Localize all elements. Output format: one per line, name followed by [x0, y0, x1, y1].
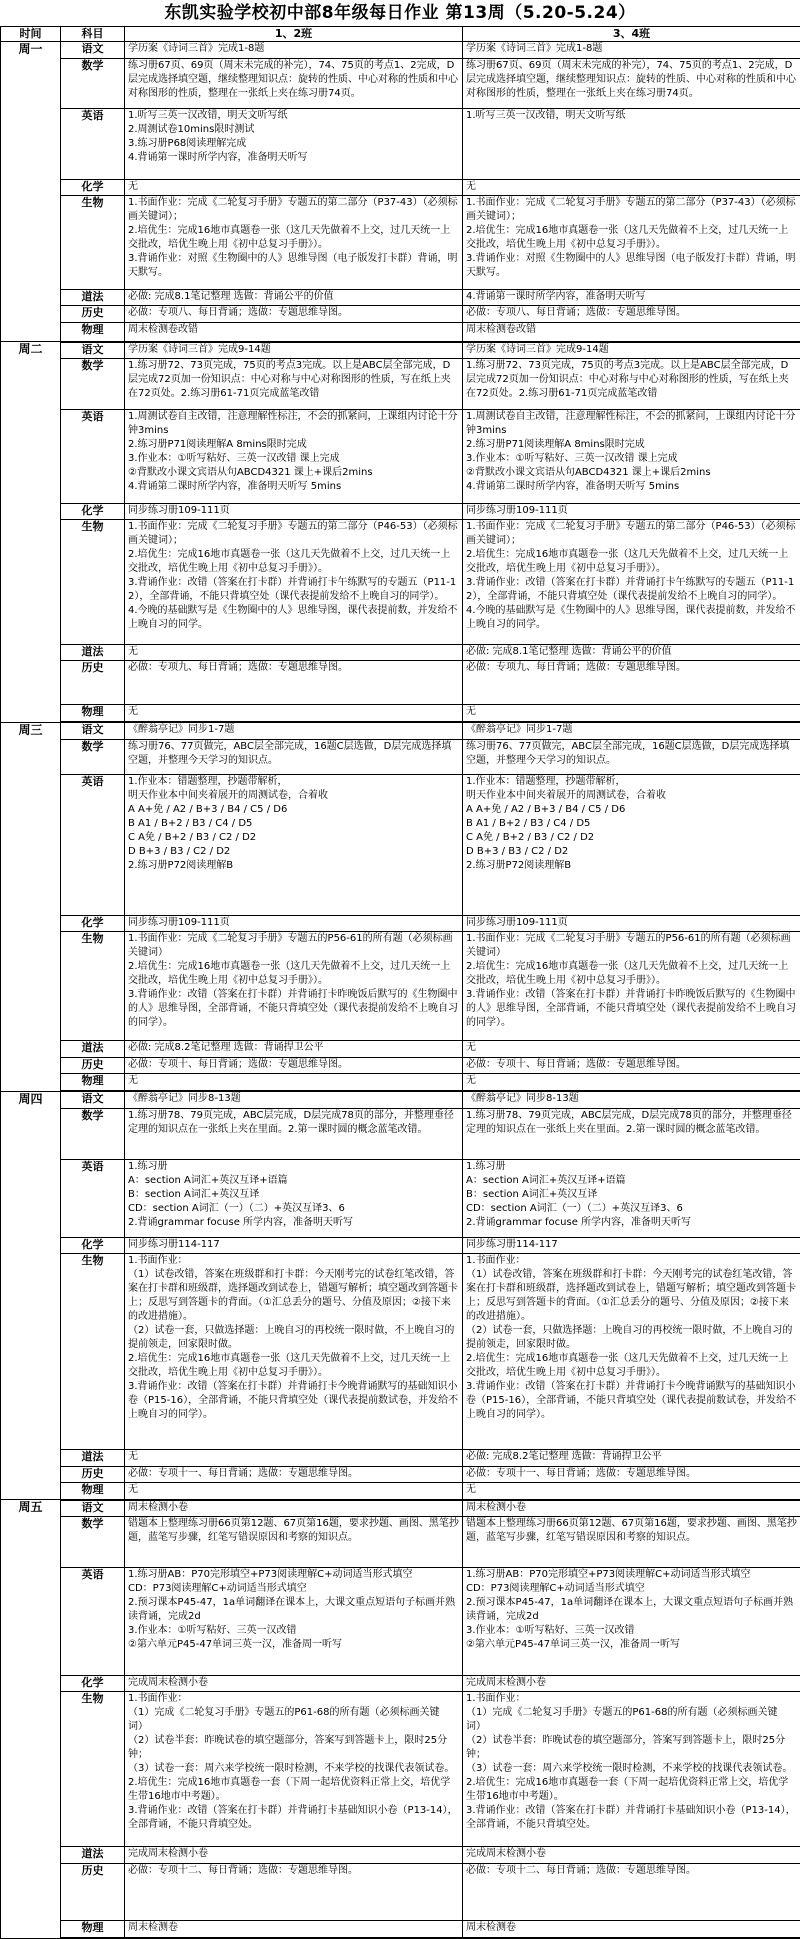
class-b-homework: 学历案《诗词三首》完成9-14题: [463, 342, 800, 359]
subject-label: 道法: [61, 1450, 125, 1467]
class-b-homework: 同步练习册109-111页: [463, 503, 800, 520]
class-a-homework: 1.周测试卷自主改错，注意理解性标注，不会的抓紧问，上课组内讨论十分钟3mins 2.练习册P71阅读理解A 8mins限时完成 3.作业本：①听写粘好、三英一汉改错 课上完成 ②背默改小课文宾语从句ABCD4321 课上+课后2mins 4.背诵第二课时所学内容，准备明天听写 5mins: [125, 410, 463, 504]
class-a-homework: 完成周末检测小卷: [125, 1847, 463, 1864]
class-a-homework: 1.练习册72、73页完成，75页的考点3完成。以上是ABC层全部完成，D层完成72页加一份知识点：中心对称与中心对称图形的性质，写在纸上夹在72页处。2.练习册61-71页完成蓝笔改错: [125, 359, 463, 410]
schedule-row: [1, 705, 800, 723]
class-a-homework: 周末检测小卷: [125, 1500, 463, 1517]
schedule-row: [1, 1675, 800, 1692]
schedule-row: [1, 289, 800, 306]
schedule-row: [1, 359, 800, 410]
subject-label: 化学: [61, 503, 125, 520]
class-b-homework: 1.书面作业： （1）试卷改错，答案在班级群和打卡群：今天刚考完的试卷红笔改错，答案在打卡群和班级群，选择题改到试卷上，错题写解析；填空题改到答题卡上；反思写到答题卡的背面。（①汇总丢分的题号、分值及原因；②接下来的改进措施）。 （2）试卷一套，只做选择题：上晚自习的再校统一限时做，不上晚自习的提前领走，回家限时做。 2.培优生：完成16地市真题卷一张（这几天先做着不上交，过几天统一上交批改，培优生晚上用《初中总复习手册》）。 3.背诵作业：改错（答案在打卡群）并背诵打卡今晚背诵默写的基础知识小卷（P15-16），全部背诵，不能只背填空处（课代表提前数试卷，并发给不上晚自习的同学）。: [463, 1254, 800, 1450]
schedule-row: [1, 503, 800, 520]
class-a-homework: 必做：专项十一、每日背诵；选做：专题思维导图。: [125, 1466, 463, 1483]
subject-label: 数学: [61, 359, 125, 410]
subject-label: 生物: [61, 932, 125, 1041]
class-a-homework: 周末检测卷: [125, 1921, 463, 1938]
class-a-homework: 1.书面作业： （1）试卷改错，答案在班级群和打卡群：今天刚考完的试卷红笔改错，答案在打卡群和班级群，选择题改到试卷上，错题写解析；填空题改到答题卡上；反思写到答题卡的背面。（①汇总丢分的题号、分值及原因；②接下来的改进措施）。 （2）试卷一套，只做选择题：上晚自习的再校统一限时做，不上晚自习的提前领走，回家限时做。 2.培优生：完成16地市真题卷一张（这几天先做着不上交，过几天统一上交批改，培优生晚上用《初中总复习手册》）。 3.背诵作业：改错（答案在打卡群）并背诵打卡今晚背诵默写的基础知识小卷（P15-16），全部背诵，不能只背填空处（课代表提前数试卷，并发给不上晚自习的同学）。: [125, 1254, 463, 1450]
subject-label: 生物: [61, 1692, 125, 1847]
class-b-homework: 必做: 完成8.1笔记整理 选做：背诵公平的价值: [463, 644, 800, 661]
schedule-row: [1, 739, 800, 774]
subject-label: 语文: [61, 1500, 125, 1517]
schedule-row: [1, 1921, 800, 1938]
schedule-row: [1, 1057, 800, 1074]
subject-label: 语文: [61, 722, 125, 739]
class-b-homework: 1.书面作业： （1）完成《二轮复习手册》专题五的P61-68的所有题（必须标画关键词） （2）试卷半套：昨晚试卷的填空题部分，答案写到答题卡上，限时25分钟； （3）试卷一套：周六来学校统一限时检测，不来学校的找课代表领试卷。 2.培优生：完成16地市真题卷一套（下周一起培优资料正常上交，培优学生带16地市中考题）。 3.背诵作业：改错（答案在打卡群）并背诵打卡基础知识小卷（P13-14），全部背诵，不能只背填空处。: [463, 1692, 800, 1847]
schedule-row: [1, 410, 800, 504]
class-b-homework: 错题本上整理练习册66页第12题、67页第16题，要求抄题、画图、黑笔抄题，蓝笔写步骤，红笔写错误原因和考察的知识点。: [463, 1517, 800, 1568]
class-b-homework: 完成周末检测小卷: [463, 1847, 800, 1864]
class-b-homework: 1.书面作业：完成《二轮复习手册》专题五的第二部分（P46-53）（必须标画关键词）； 2.培优生：完成16地市真题卷一张（这几天先做着不上交，过几天统一上交批改，培优生晚上用《初中总复习手册》）。 3.背诵作业：改错（答案在打卡群）并背诵打卡午练默写的专题五（P11-12），全部背诵，不能只背填空处（课代表提前发给不上晚自习的同学）。 4.今晚的基础默写是《生物圈中的人》思维导图，课代表提前数，并发给不上晚自习的同学。: [463, 520, 800, 644]
schedule-row: [1, 1500, 800, 1517]
header-subject: 科目: [61, 27, 125, 42]
class-a-homework: 1.书面作业：完成《二轮复习手册》专题五的第二部分（P37-43）（必须标画关键词）； 2.培优生：完成16地市真题卷一张（这几天先做着不上交，过几天统一上交批改，培优生晚上用《初中总复习手册》）。 3.背诵作业：对照《生物圈中的人》思维导图（电子版发打卡群）背诵，明天默写。: [125, 196, 463, 290]
schedule-row: [1, 1041, 800, 1058]
class-a-homework: 练习册76、77页做完，ABC层全部完成，16题C层选做，D层完成选择填空题，并整理今天学习的知识点。: [125, 739, 463, 774]
schedule-row: [1, 932, 800, 1041]
homework-table: [0, 26, 800, 1939]
class-a-homework: 1.书面作业： （1）完成《二轮复习手册》专题五的P61-68的所有题（必须标画关键词） （2）试卷半套：昨晚试卷的填空题部分，答案写到答题卡上，限时25分钟； （3）试卷一套：周六来学校统一限时检测，不来学校的找课代表领试卷。 2.培优生：完成16地市真题卷一套（下周一起培优资料正常上交，培优学生带16地市中考题）。 3.背诵作业：改错（答案在打卡群）并背诵打卡基础知识小卷（P13-14），全部背诵，不能只背填空处。: [125, 1692, 463, 1847]
class-a-homework: 错题本上整理练习册66页第12题、67页第16题，要求抄题、画图、黑笔抄题，蓝笔写步骤，红笔写错误原因和考察的知识点。: [125, 1517, 463, 1568]
subject-label: 道法: [61, 289, 125, 306]
class-b-homework: 无: [463, 1483, 800, 1500]
subject-label: 语文: [61, 1091, 125, 1108]
subject-label: 物理: [61, 1483, 125, 1500]
schedule-row: [1, 644, 800, 661]
class-b-homework: 1.听写三英一汉改错，明天文听写纸: [463, 109, 800, 179]
schedule-row: [1, 1863, 800, 1920]
class-b-homework: 无: [463, 1074, 800, 1092]
schedule-row: [1, 1517, 800, 1568]
schedule-row: [1, 774, 800, 915]
subject-label: 历史: [61, 1863, 125, 1920]
subject-label: 英语: [61, 109, 125, 179]
subject-label: 生物: [61, 1254, 125, 1450]
schedule-row: [1, 661, 800, 705]
header-class-a: 1、2班: [125, 27, 463, 42]
schedule-row: [1, 1466, 800, 1483]
class-a-homework: 同步练习册109-111页: [125, 503, 463, 520]
class-a-homework: 必做：专项九、每日背诵；选做：专题思维导图。: [125, 661, 463, 705]
class-a-homework: 《醉翁亭记》同步1-7题: [125, 722, 463, 739]
class-b-homework: 无: [463, 705, 800, 723]
class-b-homework: 学历案《诗词三首》完成1-8题: [463, 42, 800, 59]
subject-label: 语文: [61, 342, 125, 359]
schedule-row: [1, 1692, 800, 1847]
class-a-homework: 《醉翁亭记》同步8-13题: [125, 1091, 463, 1108]
class-b-homework: 周末检测卷改错: [463, 322, 800, 342]
subject-label: 化学: [61, 1675, 125, 1692]
schedule-row: [1, 1108, 800, 1159]
header-time: 时间: [1, 27, 61, 42]
class-b-homework: 1.练习册72、73页完成，75页的考点3完成。以上是ABC层全部完成，D层完成72页加一份知识点：中心对称与中心对称图形的性质，写在纸上夹在72页处。2.练习册61-71页完成蓝笔改错: [463, 359, 800, 410]
subject-label: 历史: [61, 306, 125, 323]
class-b-homework: 必做：专项十二、每日背诵；选做：专题思维导图。: [463, 1863, 800, 1920]
header-row: [1, 27, 800, 42]
page-title: 东凯实验学校初中部8年级每日作业 第13周（5.20-5.24）: [164, 3, 636, 23]
subject-label: 英语: [61, 1567, 125, 1675]
day-label: 周二: [1, 342, 61, 722]
schedule-row: [1, 1847, 800, 1864]
class-b-homework: 必做：专项十一、每日背诵；选做：专题思维导图。: [463, 1466, 800, 1483]
class-a-homework: 1.书面作业：完成《二轮复习手册》专题五的P56-61的所有题（必须标画关键词） 2.培优生：完成16地市真题卷一张（这几天先做着不上交，过几天统一上交批改，培优生晚上用《初中总复习手册》）。 3.背诵作业：改错（答案在打卡群）并背诵打卡昨晚饭后默写的《生物圈中的人》思维导图，全部背诵，不能只背填空处（课代表提前发给不上晚自习的同学）。: [125, 932, 463, 1041]
class-a-homework: 周末检测卷改错: [125, 322, 463, 342]
schedule-row: [1, 1237, 800, 1254]
subject-label: 数学: [61, 58, 125, 109]
class-a-homework: 同步练习册114-117: [125, 1237, 463, 1254]
class-b-homework: 周末检测卷: [463, 1921, 800, 1938]
class-b-homework: 1.练习册78、79页完成，ABC层完成，D层完成78页的部分，并整理垂径定理的知识点在一张纸上夹在里面。2.第一课时圆的概念蓝笔改错。: [463, 1108, 800, 1159]
class-a-homework: 无: [125, 644, 463, 661]
day-label: 周四: [1, 1091, 61, 1499]
class-b-homework: 1.书面作业：完成《二轮复习手册》专题五的第二部分（P37-43）（必须标画关键词）； 2.培优生：完成16地市真题卷一张（这几天先做着不上交，过几天统一上交批改，培优生晚上用《初中总复习手册》）。 3.背诵作业：对照《生物圈中的人》思维导图（电子版发打卡群）背诵，明天默写。: [463, 196, 800, 290]
class-a-homework: 1.练习册78、79页完成，ABC层完成，D层完成78页的部分，并整理垂径定理的知识点在一张纸上夹在里面。2.第一课时圆的概念蓝笔改错。: [125, 1108, 463, 1159]
day-label: 周一: [1, 42, 61, 342]
schedule-row: [1, 58, 800, 109]
schedule-row: [1, 1091, 800, 1108]
schedule-row: [1, 342, 800, 359]
schedule-row: [1, 109, 800, 179]
schedule-row: [1, 1483, 800, 1500]
class-b-homework: 必做：专项九、每日背诵；选做：专题思维导图。: [463, 661, 800, 705]
schedule-row: [1, 1450, 800, 1467]
schedule-row: [1, 722, 800, 739]
class-a-homework: 1.练习册AB：P70完形填空+P73阅读理解C+动词适当形式填空 CD：P73阅读理解C+动词适当形式填空 2.预习课本P45-47，1a单词翻译在课本上，大课文重点短语句子标画并熟读背诵，完成2d 3.作业本：①听写粘好、三英一汉改错 ②第六单元P45-47单词三英一汉，准备周一听写: [125, 1567, 463, 1675]
schedule-row: [1, 196, 800, 290]
class-a-homework: 无: [125, 1483, 463, 1500]
subject-label: 英语: [61, 410, 125, 504]
class-a-homework: 1.书面作业：完成《二轮复习手册》专题五的第二部分（P46-53）（必须标画关键词）； 2.培优生：完成16地市真题卷一张（这几天先做着不上交，过几天统一上交批改，培优生晚上用《初中总复习手册》）。 3.背诵作业：改错（答案在打卡群）并背诵打卡午练默写的专题五（P11-12），全部背诵，不能只背填空处（课代表提前发给不上晚自习的同学）。 4.今晚的基础默写是《生物圈中的人》思维导图，课代表提前数，并发给不上晚自习的同学。: [125, 520, 463, 644]
class-b-homework: 《醉翁亭记》同步1-7题: [463, 722, 800, 739]
subject-label: 道法: [61, 644, 125, 661]
class-b-homework: 《醉翁亭记》同步8-13题: [463, 1091, 800, 1108]
class-b-homework: 必做：专项十、每日背诵；选做：专题思维导图。: [463, 1057, 800, 1074]
class-b-homework: 完成周末检测小卷: [463, 1675, 800, 1692]
subject-label: 化学: [61, 1237, 125, 1254]
schedule-row: [1, 306, 800, 323]
class-b-homework: 4.背诵第一课时所学内容，准备明天听写: [463, 289, 800, 306]
class-b-homework: 同步练习册114-117: [463, 1237, 800, 1254]
class-b-homework: 1.周测试卷自主改错，注意理解性标注，不会的抓紧问，上课组内讨论十分钟3mins 2.练习册P71阅读理解A 8mins限时完成 3.作业本：①听写粘好、三英一汉改错 课上完成 ②背默改小课文宾语从句ABCD4321 课上+课后2mins 4.背诵第二课时所学内容，准备明天听写 5mins: [463, 410, 800, 504]
class-a-homework: 必做：专项十二、每日背诵；选做：专题思维导图。: [125, 1863, 463, 1920]
class-a-homework: 1.作业本：错题整理，抄题带解析， 明天作业本中间夹着展开的周测试卷，合着收 A A+免 / A2 / B+3 / B4 / C5 / D6 B A1 / B+2 / B3 / C4 / D5 C A免 / B+2 / B3 / C2 / D2 D B+3 / B3 / C2 / D2 2.练习册P72阅读理解B: [125, 774, 463, 915]
class-a-homework: 无: [125, 1074, 463, 1092]
subject-label: 英语: [61, 1159, 125, 1237]
class-a-homework: 完成周末检测小卷: [125, 1675, 463, 1692]
subject-label: 物理: [61, 322, 125, 342]
subject-label: 语文: [61, 42, 125, 59]
class-b-homework: 同步练习册109-111页: [463, 915, 800, 932]
class-a-homework: 无: [125, 705, 463, 723]
header-class-b: 3、4班: [463, 27, 800, 42]
class-b-homework: 练习册67页、69页（周末未完成的补完），74、75页的考点1、2完成，D层完成选择填空题，继续整理知识点：旋转的性质、中心对称的性质和中心对称图形的性质，整理在一张纸上夹在练习册74页。: [463, 58, 800, 109]
subject-label: 历史: [61, 661, 125, 705]
day-label: 周三: [1, 722, 61, 1091]
class-b-homework: 练习册76、77页做完，ABC层全部完成，16题C层选做，D层完成选择填空题，并整理今天学习的知识点。: [463, 739, 800, 774]
class-a-homework: 学历案《诗词三首》完成1-8题: [125, 42, 463, 59]
class-a-homework: 必做: 完成8.2笔记整理 选做：背诵捍卫公平: [125, 1041, 463, 1058]
subject-label: 数学: [61, 739, 125, 774]
day-label: 周五: [1, 1500, 61, 1938]
subject-label: 生物: [61, 196, 125, 290]
subject-label: 物理: [61, 1074, 125, 1092]
subject-label: 数学: [61, 1517, 125, 1568]
class-b-homework: 无: [463, 1041, 800, 1058]
schedule-row: [1, 322, 800, 342]
class-a-homework: 1.练习册 A：section A词汇+英汉互译+语篇 B：section A词汇+英汉互译 CD：section A词汇（一）（二）+英汉互译3、6 2.背诵grammar focuse 所学内容，准备明天听写: [125, 1159, 463, 1237]
class-b-homework: 1.书面作业：完成《二轮复习手册》专题五的P56-61的所有题（必须标画关键词） 2.培优生：完成16地市真题卷一张（这几天先做着不上交，过几天统一上交批改，培优生晚上用《初中总复习手册》）。 3.背诵作业：改错（答案在打卡群）并背诵打卡昨晚饭后默写的《生物圈中的人》思维导图，全部背诵，不能只背填空处（课代表提前发给不上晚自习的同学）。: [463, 932, 800, 1041]
schedule-row: [1, 520, 800, 644]
subject-label: 物理: [61, 705, 125, 723]
class-b-homework: 必做：专项八、每日背诵；选做：专题思维导图。: [463, 306, 800, 323]
schedule-row: [1, 179, 800, 196]
class-b-homework: 1.练习册 A：section A词汇+英汉互译+语篇 B：section A词汇+英汉互译 CD：section A词汇（一）（二）+英汉互译3、6 2.背诵grammar focuse 所学内容，准备明天听写: [463, 1159, 800, 1237]
subject-label: 生物: [61, 520, 125, 644]
subject-label: 英语: [61, 774, 125, 915]
subject-label: 道法: [61, 1041, 125, 1058]
class-a-homework: 必做: 完成8.1笔记整理 选做：背诵公平的价值: [125, 289, 463, 306]
class-a-homework: 学历案《诗词三首》完成9-14题: [125, 342, 463, 359]
schedule-row: [1, 42, 800, 59]
class-a-homework: 必做：专项十、每日背诵；选做：专题思维导图。: [125, 1057, 463, 1074]
class-b-homework: 无: [463, 179, 800, 196]
class-a-homework: 无: [125, 1450, 463, 1467]
subject-label: 化学: [61, 179, 125, 196]
class-a-homework: 必做：专项八、每日背诵；选做：专题思维导图。: [125, 306, 463, 323]
schedule-row: [1, 1254, 800, 1450]
class-a-homework: 无: [125, 179, 463, 196]
subject-label: 道法: [61, 1847, 125, 1864]
class-a-homework: 同步练习册109-111页: [125, 915, 463, 932]
class-b-homework: 必做: 完成8.2笔记整理 选做：背诵捍卫公平: [463, 1450, 800, 1467]
subject-label: 数学: [61, 1108, 125, 1159]
schedule-row: [1, 915, 800, 932]
schedule-row: [1, 1567, 800, 1675]
subject-label: 历史: [61, 1057, 125, 1074]
schedule-row: [1, 1159, 800, 1237]
class-a-homework: 1.听写三英一汉改错，明天文听写纸 2.周测试卷10mins限时测试 3.练习册P68阅读理解完成 4.背诵第一课时所学内容，准备明天听写: [125, 109, 463, 179]
schedule-row: [1, 1074, 800, 1092]
subject-label: 物理: [61, 1921, 125, 1938]
subject-label: 化学: [61, 915, 125, 932]
class-b-homework: 1.练习册AB：P70完形填空+P73阅读理解C+动词适当形式填空 CD：P73阅读理解C+动词适当形式填空 2.预习课本P45-47，1a单词翻译在课本上，大课文重点短语句子标画并熟读背诵，完成2d 3.作业本：①听写粘好、三英一汉改错 ②第六单元P45-47单词三英一汉，准备周一听写: [463, 1567, 800, 1675]
subject-label: 历史: [61, 1466, 125, 1483]
class-a-homework: 练习册67页、69页（周末未完成的补完），74、75页的考点1、2完成，D层完成选择填空题，继续整理知识点：旋转的性质、中心对称的性质和中心对称图形的性质，整理在一张纸上夹在练习册74页。: [125, 58, 463, 109]
class-b-homework: 1.作业本：错题整理，抄题带解析， 明天作业本中间夹着展开的周测试卷，合着收 A A+免 / A2 / B+3 / B4 / C5 / D6 B A1 / B+2 / B3 / C4 / D5 C A免 / B+2 / B3 / C2 / D2 D B+3 / B3 / C2 / D2 2.练习册P72阅读理解B: [463, 774, 800, 915]
class-b-homework: 周末检测小卷: [463, 1500, 800, 1517]
